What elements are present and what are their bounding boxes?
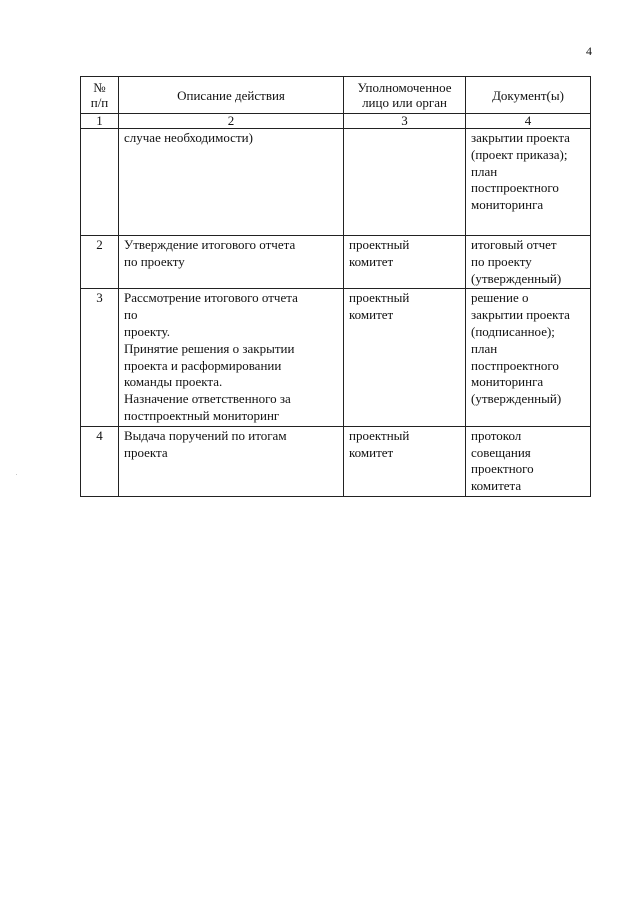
authority-line: комитет <box>349 253 394 269</box>
column-number-3: 3 <box>344 114 466 129</box>
authority-line: проектный <box>349 290 410 306</box>
row-description-cell <box>119 236 344 289</box>
description-line: Принятие решения о закрытии <box>124 340 295 356</box>
page-number: 4 <box>586 44 592 58</box>
header-description-line-1: Описание действия <box>177 87 285 103</box>
column-numbers-row <box>81 114 591 129</box>
column-number-1: 1 <box>81 114 119 129</box>
description-line: по проекту <box>124 253 185 269</box>
row-num-cell: 4 <box>81 426 119 496</box>
row-authority-cell <box>344 426 466 496</box>
row-documents-cell <box>466 289 591 426</box>
table-header-row <box>81 77 591 114</box>
table-row <box>81 129 591 236</box>
row-description-cell <box>119 426 344 496</box>
description-line: Рассмотрение итогового отчета <box>124 290 298 306</box>
documents-line: постпроектного <box>471 180 559 196</box>
header-documents <box>466 77 591 114</box>
header-num-line-2: п/п <box>90 95 109 110</box>
documents-line: (утвержденный) <box>471 270 562 286</box>
documents-line: (утвержденный) <box>471 391 562 407</box>
table-row <box>81 289 591 426</box>
description-line: проекту. <box>124 323 170 339</box>
documents-line: (подписанное); <box>471 323 555 339</box>
row-documents-cell <box>466 426 591 496</box>
documents-line: итоговый отчет <box>471 237 557 252</box>
description-line: Утверждение итогового отчета <box>124 237 296 252</box>
row-description-cell <box>119 129 344 236</box>
row-num-cell: 2 <box>81 236 119 289</box>
row-num-cell <box>81 129 119 236</box>
row-documents-cell <box>466 129 591 236</box>
table-row <box>81 236 591 289</box>
documents-line: закрытии проекта <box>471 307 570 323</box>
documents-line: протокол <box>471 427 522 443</box>
description-line: команды проекта. <box>124 374 223 390</box>
authority-line: проектный <box>349 427 410 443</box>
row-authority-cell <box>344 289 466 426</box>
header-description <box>119 77 344 114</box>
header-documents-line-1: Документ(ы) <box>492 87 564 103</box>
column-number-2: 2 <box>119 114 344 129</box>
column-number-4: 4 <box>466 114 591 129</box>
row-documents-cell <box>466 236 591 289</box>
authority-line: комитет <box>349 307 394 323</box>
description-line: Выдача поручений по итогам <box>124 427 287 443</box>
header-authority <box>344 77 466 114</box>
header-num-line-1: № <box>93 80 106 95</box>
row-authority-cell <box>344 236 466 289</box>
scan-speck <box>16 474 17 475</box>
documents-line: план <box>471 163 498 179</box>
description-line: случае необходимости) <box>124 130 253 145</box>
authority-line: комитет <box>349 444 394 460</box>
description-line: Назначение ответственного за <box>124 391 291 407</box>
table-row <box>81 426 591 496</box>
header-authority-line-1: Уполномоченное <box>357 80 452 95</box>
row-num-cell: 3 <box>81 289 119 426</box>
documents-line: комитета <box>471 478 522 494</box>
description-line: проекта и расформировании <box>124 357 282 373</box>
row-authority-cell <box>344 129 466 236</box>
row-description-cell <box>119 289 344 426</box>
documents-line: совещания <box>471 444 531 460</box>
procedure-table <box>80 76 591 497</box>
documents-line: план <box>471 340 498 356</box>
header-authority-line-2: лицо или орган <box>362 95 447 110</box>
documents-line: постпроектного <box>471 357 559 373</box>
documents-line: (проект приказа); <box>471 146 568 162</box>
documents-line: решение о <box>471 290 529 306</box>
header-num <box>81 77 119 114</box>
documents-line: мониторинга <box>471 374 544 390</box>
description-line: постпроектный мониторинг <box>124 407 280 423</box>
authority-line: проектный <box>349 237 410 252</box>
description-line: проекта <box>124 444 168 460</box>
documents-line: закрытии проекта <box>471 130 570 145</box>
documents-line: по проекту <box>471 253 532 269</box>
description-line: по <box>124 307 138 323</box>
documents-line: проектного <box>471 461 534 477</box>
documents-line: мониторинга <box>471 197 544 213</box>
